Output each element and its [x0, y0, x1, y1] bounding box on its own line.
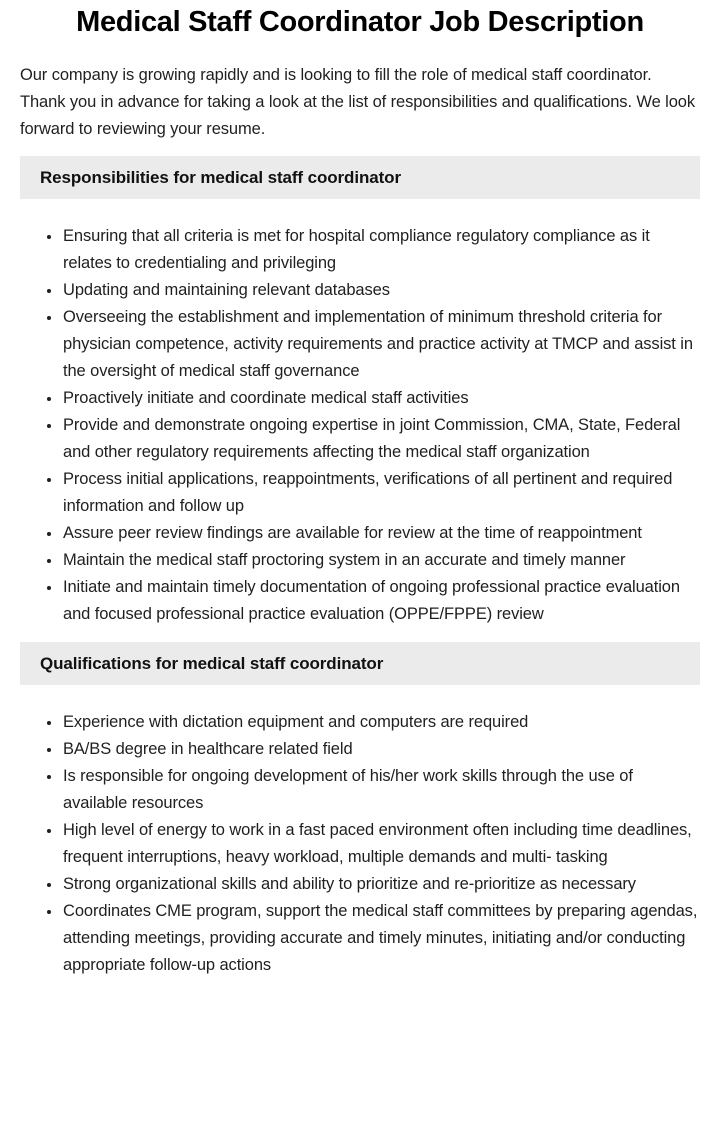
list-item: • Proactively initiate and coordinate medical staff activities: [62, 385, 698, 412]
list-item: • BA/BS degree in healthcare related field: [62, 736, 698, 763]
qualifications-section: [0, 642, 720, 979]
page-title: Medical Staff Coordinator Job Description: [76, 6, 644, 38]
list-item: • High level of energy to work in a fast paced environment often including time deadlines, frequent interruptions, heavy workload, multiple demands and multi- tasking: [62, 817, 698, 871]
list-item: • Is responsible for ongoing development of his/her work skills through the use of available resources: [62, 763, 698, 817]
intro-paragraph: Our company is growing rapidly and is looking to fill the role of medical staff coordinator. Thank you in advance for taking a look at the list of responsibilities and qualifications. We look forward to reviewing your resume.: [20, 66, 696, 138]
job-description-document: [0, 4, 720, 979]
list-item: • Assure peer review findings are available for review at the time of reappointment: [62, 520, 698, 547]
list-item: • Coordinates CME program, support the medical staff committees by preparing agendas, attending meetings, providing accurate and timely minutes, initiating and/or conducting appropriate follow-up actions: [62, 898, 698, 979]
list-item: • Updating and maintaining relevant databases: [62, 277, 698, 304]
list-item: • Initiate and maintain timely documentation of ongoing professional practice evaluation and focused professional practice evaluation (OPPE/FPPE) review: [62, 574, 698, 628]
qualifications-list: [62, 709, 698, 979]
list-item: • Overseeing the establishment and implementation of minimum threshold criteria for physician competence, activity requirements and practice activity at TMCP and assist in the oversight of medical staff governance: [62, 304, 698, 385]
list-item: • Strong organizational skills and ability to prioritize and re-prioritize as necessary: [62, 871, 698, 898]
responsibilities-list: [62, 223, 698, 628]
qualifications-heading: Qualifications for medical staff coordinator: [20, 642, 700, 685]
list-item: • Provide and demonstrate ongoing expertise in joint Commission, CMA, State, Federal and other regulatory requirements affecting the medical staff organization: [62, 412, 698, 466]
list-item: • Ensuring that all criteria is met for hospital compliance regulatory compliance as it relates to credentialing and privileging: [62, 223, 698, 277]
list-item: • Experience with dictation equipment and computers are required: [62, 709, 698, 736]
responsibilities-heading: Responsibilities for medical staff coordinator: [20, 156, 700, 199]
list-item: • Maintain the medical staff proctoring system in an accurate and timely manner: [62, 547, 698, 574]
responsibilities-section: [0, 156, 720, 628]
list-item: • Process initial applications, reappointments, verifications of all pertinent and required information and follow up: [62, 466, 698, 520]
